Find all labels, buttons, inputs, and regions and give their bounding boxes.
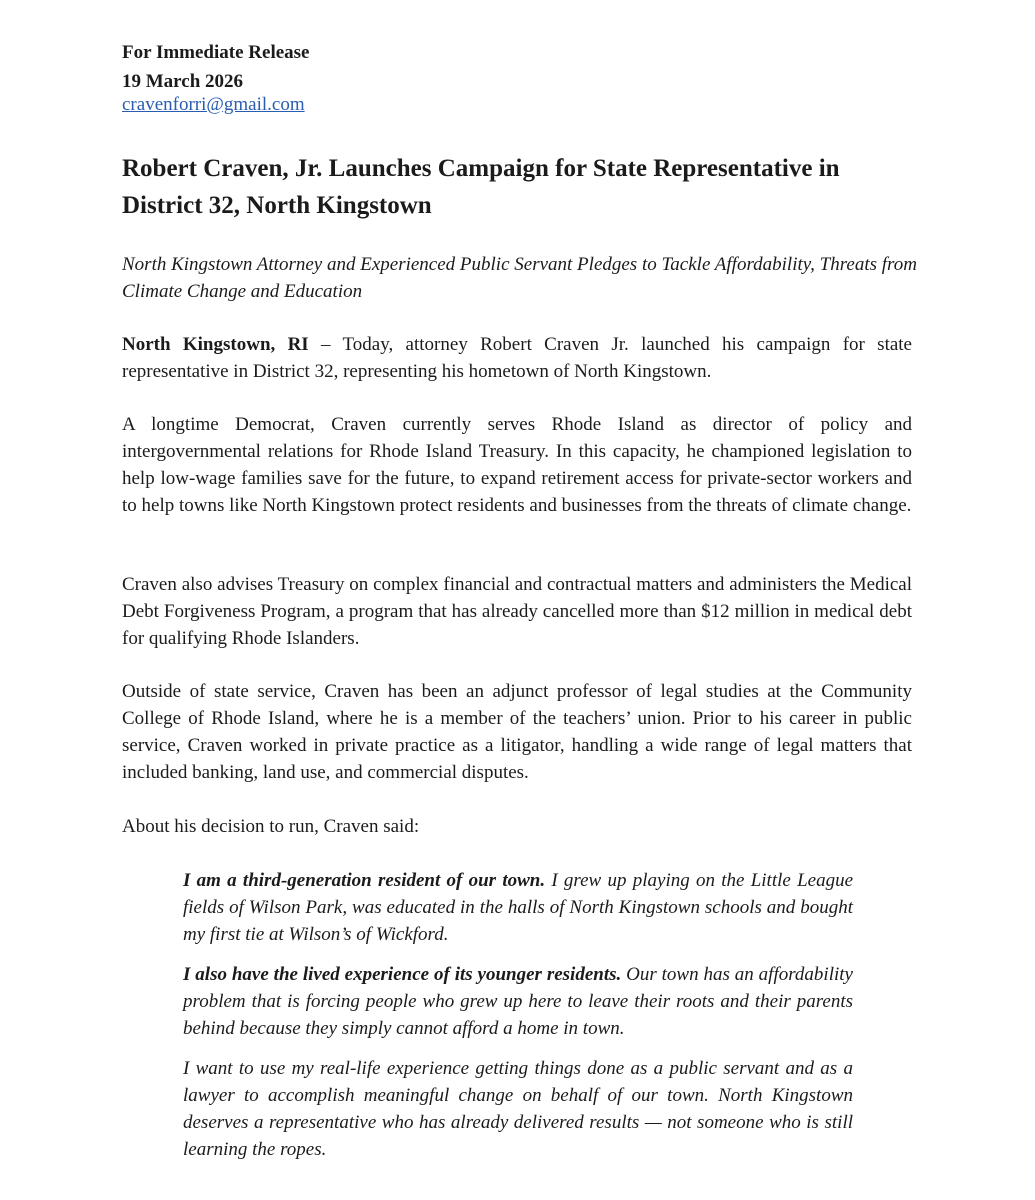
paragraph-intro — [122, 331, 912, 385]
contact-email-link[interactable]: cravenforri@gmail.com — [122, 94, 305, 115]
paragraph-background: A longtime Democrat, Craven currently serves Rhode Island as director of policy and intergovernmental relations for Rhode Island Treasury. In this capacity, he championed legislation to help low-wage families save for the future, to expand retirement access for private-sector workers and to help towns like North Kingstown protect residents and businesses from the threats of climate change. — [122, 414, 912, 516]
paragraph-quote-intro: About his decision to run, Craven said: — [122, 816, 420, 837]
release-header — [122, 38, 912, 115]
quote-paragraph-experience: I want to use my real-life experience getting things done as a public servant and as a lawyer to accomplish meaningful change on behalf of our town. North Kingstown deserves a representative who has already delivered results — not someone who is still learning the ropes. — [183, 1058, 853, 1160]
press-release-subhead: North Kingstown Attorney and Experienced Public Servant Pledges to Tackle Affordability, Threats from Climate Change and Education — [122, 254, 917, 302]
quote-lead-affordability: I also have the lived experience of its younger residents. — [183, 964, 622, 985]
release-date: 19 March 2026 — [122, 71, 244, 92]
intro-text: – Today, attorney Robert Craven Jr. launched his campaign for state representative in District 32, representing his hometown of North Kingstown. — [122, 334, 912, 382]
quote-text-affordability: Our town has an affordability problem that is forcing people who grew up here to leave their roots and their parents behind because they simply cannot afford a home in town. — [183, 964, 853, 1039]
paragraph-career: Outside of state service, Craven has been an adjunct professor of legal studies at the Community College of Rhode Island, where he is a member of the teachers’ union. Prior to his career in public service, Craven worked in private practice as a litigator, handling a wide range of legal matters that included banking, land use, and commercial disputes. — [122, 681, 912, 783]
quote-text-residency: I grew up playing on the Little League fields of Wilson Park, was educated in the halls of North Kingstown schools and bought my first tie at Wilson’s of Wickford. — [183, 870, 854, 945]
quote-lead-residency: I am a third-generation resident of our town. — [183, 870, 546, 891]
release-label: For Immediate Release — [122, 42, 310, 63]
press-release-headline: Robert Craven, Jr. Launches Campaign for State Representative in District 32, North Kingstown — [122, 155, 840, 219]
dateline: North Kingstown, RI — [122, 334, 309, 355]
paragraph-treasury-work: Craven also advises Treasury on complex financial and contractual matters and administers the Medical Debt Forgiveness Program, a program that has already cancelled more than $12 million in medical debt for qualifying Rhode Islanders. — [122, 574, 912, 649]
quote-paragraph-affordability — [183, 961, 853, 1042]
quote-paragraph-residency — [183, 867, 853, 948]
